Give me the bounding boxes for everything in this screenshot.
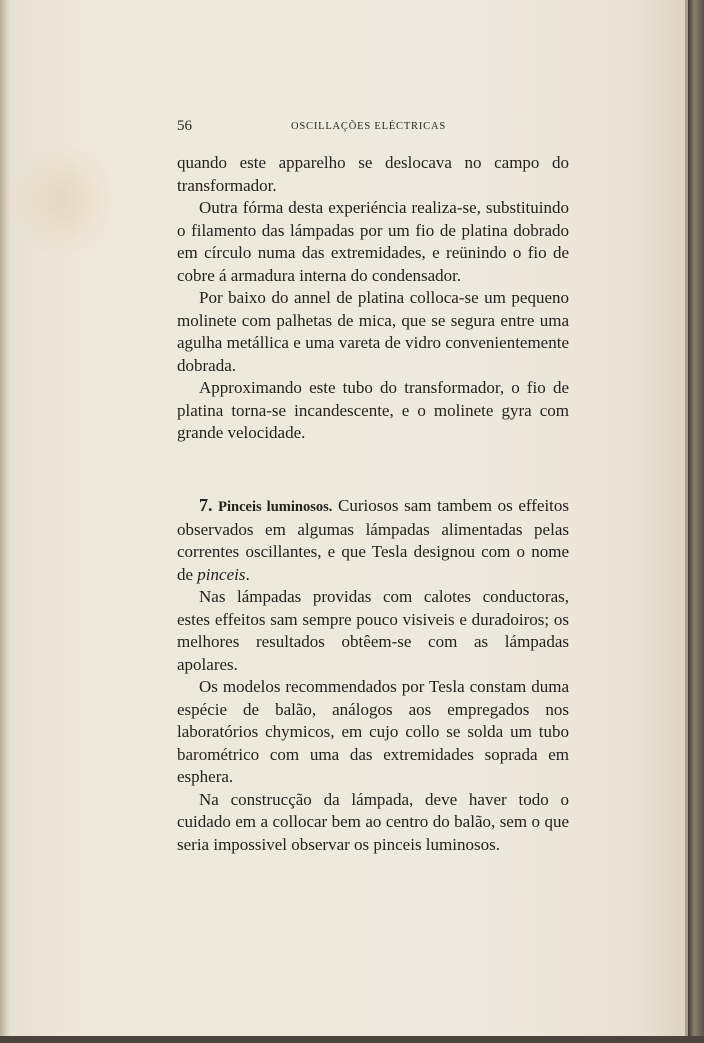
section-title: Pinceis luminosos.: [218, 499, 333, 515]
italic-term: pinceis: [197, 564, 246, 584]
section-number: 7.: [199, 495, 213, 515]
page-number: 56: [177, 118, 192, 134]
page-header: [177, 118, 569, 138]
book-edge-right: [688, 0, 704, 1043]
section-text-end: .: [245, 564, 250, 584]
paragraph: Approximando este tubo do transformador, o fio de platina torna-se incandescente, e o molinete gyra com grande velocidade.: [177, 378, 569, 442]
paragraph: Por baixo do annel de platina colloca-se um pequeno molinete com palhetas de mica, que se segura entre uma agulha metállica e uma vareta de vidro convenientemente dobrada.: [177, 288, 569, 375]
book-edge-bottom: [0, 1036, 704, 1043]
section-paragraph: [177, 494, 569, 586]
paragraph-continuation: quando este apparelho se deslocava no campo do transformador.: [177, 153, 569, 195]
section-text: Curiosos sam tambem os effeitos observados em algumas lámpadas alimentadas pelas correntes oscillantes, e que Tesla designou com o nome de: [177, 496, 570, 584]
text-block-top: [177, 152, 569, 445]
paragraph: Nas lámpadas providas com calotes conductoras, estes effeitos sam sempre pouco visiveis e duradoiros; os melhores resultados obtêem-se com as lámpadas apolares.: [177, 587, 569, 674]
text-block-section: [177, 494, 569, 856]
paper-stain: [8, 140, 118, 260]
spine-shadow: [0, 0, 10, 1036]
paragraph: Na construcção da lámpada, deve haver todo o cuidado em a collocar bem ao centro do balão, sem o que seria impossivel observar os pinceis luminosos.: [177, 789, 569, 854]
running-title: OSCILLAÇÕES ELÉCTRICAS: [291, 121, 446, 132]
paragraph: Outra fórma desta experiéncia realiza-se, substituindo o filamento das lámpadas por um fio de platina dobrado em círculo numa das extremidades, e reünindo o fio de cobre á armadura interna do condensador.: [177, 198, 569, 285]
paragraph: Os modelos recommendados por Tesla constam duma espécie de balão, análogos aos empregados nos laboratórios chymicos, em cujo collo se solda um tubo barométrico com uma das extremidades soprada em esphera.: [177, 677, 569, 786]
